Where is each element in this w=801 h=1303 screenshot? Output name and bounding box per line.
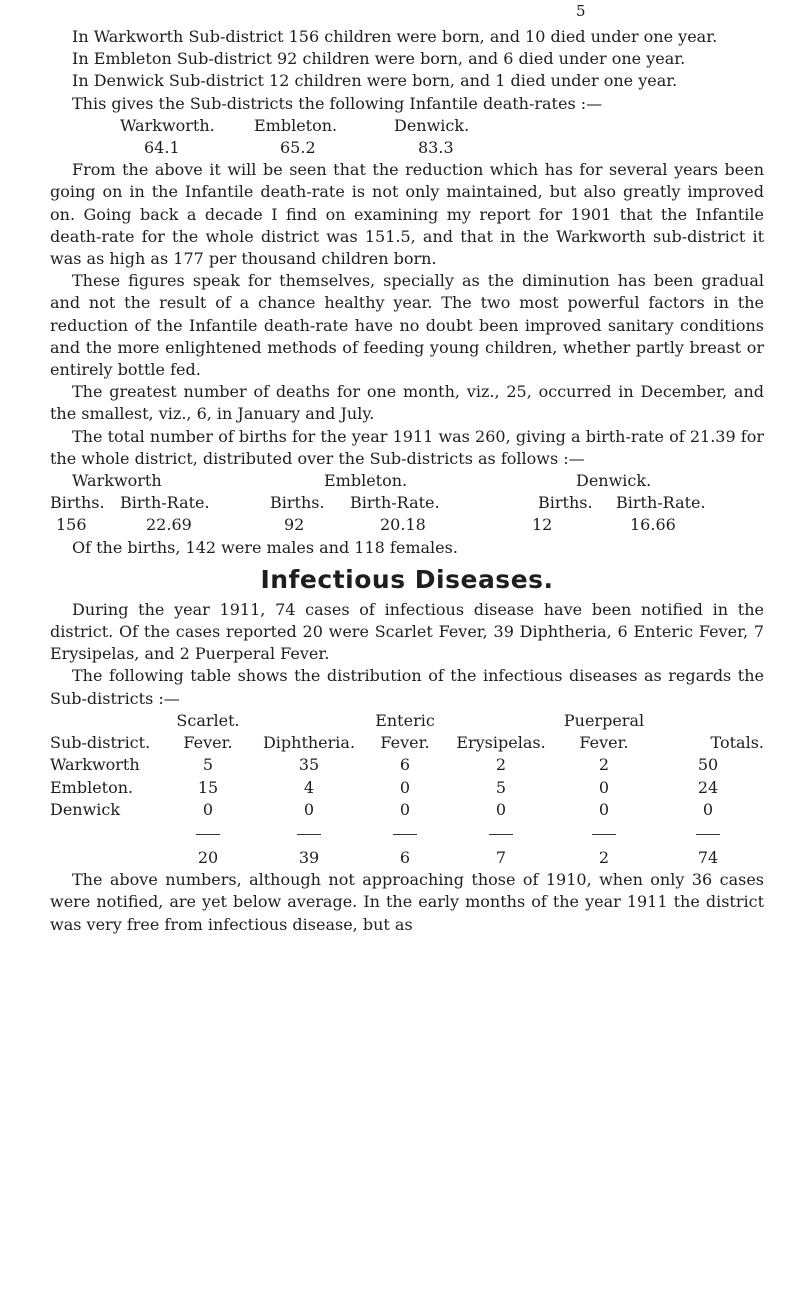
birth-header: Births. bbox=[270, 493, 325, 513]
birth-rate-headers bbox=[50, 492, 764, 514]
table-cell: 35 bbox=[298, 755, 320, 775]
table-row bbox=[50, 777, 764, 799]
total-cell: 74 bbox=[697, 847, 719, 867]
birth-header: Birth-Rate. bbox=[350, 493, 440, 513]
table-cell: 0 bbox=[598, 777, 610, 797]
infantile-rate-values bbox=[50, 137, 764, 159]
table-cell: 2 bbox=[495, 755, 507, 775]
table-cell: Denwick bbox=[50, 799, 121, 819]
header-cell: Erysipelas. bbox=[456, 733, 546, 753]
header-cell bbox=[652, 710, 764, 732]
birth-rate-names bbox=[50, 470, 764, 492]
paragraph-reduction: From the above it will be seen that the reduction which has for several years been going on in the Infantile death-rate is not only maintained, but also greatly improved on. Going back a decade I find on examining my report for 1901 that the Infantile death-rate for the whole district was 151.5, and that in the Warkworth sub-district it was as high as 177 per thousand children born. bbox=[50, 160, 764, 269]
total-cell: 2 bbox=[598, 847, 610, 867]
paragraph-table-intro: The following table shows the distribution of the infectious diseases as regards the Sub-districts :— bbox=[50, 666, 764, 708]
paragraph-above-numbers: The above numbers, although not approaching those of 1910, when only 36 cases were notified, are yet below average. In the early months of the year 1911 the district was very free from infectious disease, but as bbox=[50, 870, 764, 934]
header-cell: Scarlet. bbox=[176, 710, 240, 730]
paragraph-infantile-intro: This gives the Sub-districts the following Infantile death-rates :— bbox=[72, 93, 603, 113]
table-cell: 5 bbox=[495, 777, 507, 797]
rule-dash bbox=[393, 834, 417, 835]
section-heading: Infectious Diseases. bbox=[260, 564, 554, 594]
birth-subdistrict: Warkworth bbox=[72, 471, 162, 491]
header-cell bbox=[50, 710, 162, 732]
header-cell: Fever. bbox=[380, 733, 430, 753]
total-cell: 6 bbox=[399, 847, 411, 867]
birth-header: Birth-Rate. bbox=[120, 493, 210, 513]
table-cell: 0 bbox=[303, 799, 315, 819]
table-row bbox=[50, 754, 764, 776]
page-body bbox=[50, 26, 764, 936]
header-cell: Fever. bbox=[183, 733, 233, 753]
total-cell bbox=[50, 847, 162, 869]
table-cell: 0 bbox=[399, 799, 411, 819]
header-cell: Enteric bbox=[375, 710, 435, 730]
birth-rate-values bbox=[50, 514, 764, 536]
table-cell: 0 bbox=[495, 799, 507, 819]
table-cell: 4 bbox=[303, 777, 315, 797]
total-cell: 39 bbox=[298, 847, 320, 867]
birth-subdistrict: Embleton. bbox=[324, 471, 408, 491]
birth-value: 92 bbox=[284, 515, 305, 535]
birth-value: 156 bbox=[56, 515, 87, 535]
birth-header: Births. bbox=[538, 493, 593, 513]
rule-dash bbox=[592, 834, 616, 835]
table-cell: 50 bbox=[697, 755, 719, 775]
table-header-row bbox=[50, 732, 764, 754]
header-cell: Fever. bbox=[579, 733, 629, 753]
infantile-name: Denwick. bbox=[394, 115, 470, 135]
table-cell: Embleton. bbox=[50, 777, 134, 797]
paragraph-warkworth-births: In Warkworth Sub-district 156 children were born, and 10 died under one year. bbox=[72, 27, 718, 46]
header-cell: Sub-district. bbox=[50, 733, 151, 753]
infantile-value: 64.1 bbox=[144, 138, 180, 158]
table-cell: 0 bbox=[598, 799, 610, 819]
rule-dash bbox=[489, 834, 513, 835]
birth-subdistrict: Denwick. bbox=[576, 471, 652, 491]
rule-dash bbox=[196, 834, 220, 835]
header-cell: Diphtheria. bbox=[262, 733, 356, 753]
birth-value: 16.66 bbox=[630, 515, 676, 535]
header-cell: Puerperal bbox=[563, 710, 645, 730]
table-cell: 24 bbox=[697, 777, 719, 797]
header-cell bbox=[254, 710, 364, 732]
paragraph-males-females: Of the births, 142 were males and 118 females. bbox=[72, 537, 458, 557]
infantile-rate-names bbox=[50, 115, 764, 137]
paragraph-denwick-births: In Denwick Sub-district 12 children were born, and 1 died under one year. bbox=[72, 71, 678, 91]
infantile-name: Embleton. bbox=[254, 115, 338, 135]
rule-dash bbox=[297, 834, 321, 835]
paragraph-figures: These figures speak for themselves, specially as the diminution has been gradual and not the result of a chance healthy year. The two most powerful factors in the reduction of the Infantile death-rate have no doubt been improved sanitary conditions and the more enlightened methods of feeding young children, whether partly breast or entirely bottle fed. bbox=[50, 271, 764, 380]
header-cell: Totals. bbox=[710, 733, 764, 753]
infantile-value: 65.2 bbox=[280, 138, 316, 158]
table-row bbox=[50, 799, 764, 821]
birth-header: Births. bbox=[50, 493, 105, 513]
paragraph-births-total: The total number of births for the year 1911 was 260, giving a birth-rate of 21.39 for the whole district, distributed over the Sub-districts as follows :— bbox=[50, 426, 764, 468]
rule-dash bbox=[696, 834, 720, 835]
birth-value: 22.69 bbox=[146, 515, 192, 535]
table-cell: 6 bbox=[399, 755, 411, 775]
header-cell bbox=[446, 710, 556, 732]
paragraph-embleton-births: In Embleton Sub-district 92 children were born, and 6 died under one year. bbox=[72, 49, 686, 69]
table-cell: 15 bbox=[197, 777, 219, 797]
table-cell: 0 bbox=[202, 799, 214, 819]
birth-header: Birth-Rate. bbox=[616, 493, 706, 513]
table-cell: 0 bbox=[399, 777, 411, 797]
table-cell: Warkworth bbox=[50, 755, 140, 775]
infectious-diseases-table bbox=[50, 710, 764, 869]
infantile-value: 83.3 bbox=[418, 138, 454, 158]
total-cell: 7 bbox=[495, 847, 507, 867]
table-cell: 2 bbox=[598, 755, 610, 775]
paragraph-deaths-month: The greatest number of deaths for one month, viz., 25, occurred in December, and the smallest, viz., 6, in January and July. bbox=[50, 382, 764, 424]
total-cell: 20 bbox=[197, 847, 219, 867]
table-totals-row bbox=[50, 847, 764, 869]
birth-value: 12 bbox=[532, 515, 553, 535]
table-header-top-row bbox=[50, 710, 764, 732]
infantile-name: Warkworth. bbox=[120, 115, 215, 135]
paragraph-infectious-cases: During the year 1911, 74 cases of infectious disease have been notified in the district. Of the cases reported 20 were Scarlet Fever, 39 Diphtheria, 6 Enteric Fever, 7 Erysipelas, and 2 Puerperal Fever. bbox=[50, 599, 764, 664]
table-cell: 5 bbox=[202, 755, 214, 775]
page-number: 5 bbox=[576, 2, 586, 20]
birth-value: 20.18 bbox=[380, 515, 426, 535]
table-cell: 0 bbox=[702, 799, 714, 819]
table-rule-row bbox=[50, 821, 764, 847]
